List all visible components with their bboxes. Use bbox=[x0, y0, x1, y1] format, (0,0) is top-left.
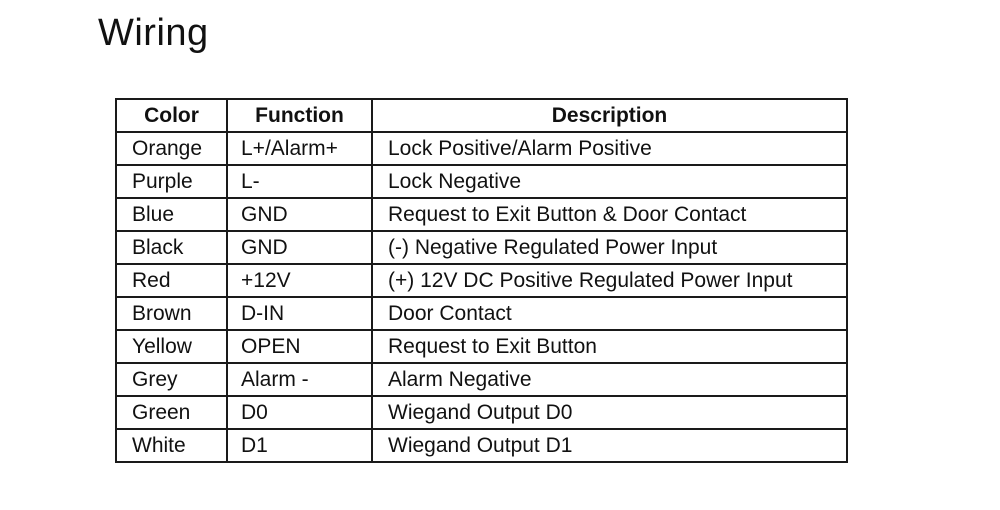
table-row bbox=[116, 231, 847, 264]
table-row bbox=[116, 396, 847, 429]
wiring-table bbox=[115, 98, 848, 463]
table-header bbox=[116, 99, 847, 132]
table-row bbox=[116, 264, 847, 297]
wire-function-cell: L- bbox=[227, 165, 372, 198]
wire-function-cell: D-IN bbox=[227, 297, 372, 330]
table-header-row bbox=[116, 99, 847, 132]
table-row bbox=[116, 429, 847, 462]
table-row bbox=[116, 330, 847, 363]
page-title: Wiring bbox=[98, 12, 209, 54]
wire-color-cell: Black bbox=[116, 231, 227, 264]
wire-function-cell: +12V bbox=[227, 264, 372, 297]
wire-color-cell: White bbox=[116, 429, 227, 462]
header-function: Function bbox=[227, 99, 372, 132]
table-row bbox=[116, 132, 847, 165]
table-body bbox=[116, 132, 847, 462]
wire-color-cell: Purple bbox=[116, 165, 227, 198]
wire-function-cell: D1 bbox=[227, 429, 372, 462]
wire-function-cell: GND bbox=[227, 198, 372, 231]
wire-function-cell: L+/Alarm+ bbox=[227, 132, 372, 165]
wire-description-cell: (-) Negative Regulated Power Input bbox=[372, 231, 847, 264]
wire-color-cell: Brown bbox=[116, 297, 227, 330]
wire-color-cell: Blue bbox=[116, 198, 227, 231]
wire-color-cell: Red bbox=[116, 264, 227, 297]
wire-function-cell: GND bbox=[227, 231, 372, 264]
wire-color-cell: Orange bbox=[116, 132, 227, 165]
wire-function-cell: D0 bbox=[227, 396, 372, 429]
wire-description-cell: Wiegand Output D0 bbox=[372, 396, 847, 429]
wire-description-cell: Door Contact bbox=[372, 297, 847, 330]
wire-color-cell: Grey bbox=[116, 363, 227, 396]
wire-description-cell: Request to Exit Button bbox=[372, 330, 847, 363]
wire-color-cell: Yellow bbox=[116, 330, 227, 363]
header-color: Color bbox=[116, 99, 227, 132]
header-description: Description bbox=[372, 99, 847, 132]
wire-description-cell: (+) 12V DC Positive Regulated Power Input bbox=[372, 264, 847, 297]
wire-function-cell: OPEN bbox=[227, 330, 372, 363]
wire-description-cell: Lock Negative bbox=[372, 165, 847, 198]
table-row bbox=[116, 198, 847, 231]
table-row bbox=[116, 297, 847, 330]
wire-description-cell: Request to Exit Button & Door Contact bbox=[372, 198, 847, 231]
wire-description-cell: Lock Positive/Alarm Positive bbox=[372, 132, 847, 165]
table-row bbox=[116, 165, 847, 198]
wire-description-cell: Alarm Negative bbox=[372, 363, 847, 396]
wire-function-cell: Alarm - bbox=[227, 363, 372, 396]
table-row bbox=[116, 363, 847, 396]
wire-description-cell: Wiegand Output D1 bbox=[372, 429, 847, 462]
wire-color-cell: Green bbox=[116, 396, 227, 429]
